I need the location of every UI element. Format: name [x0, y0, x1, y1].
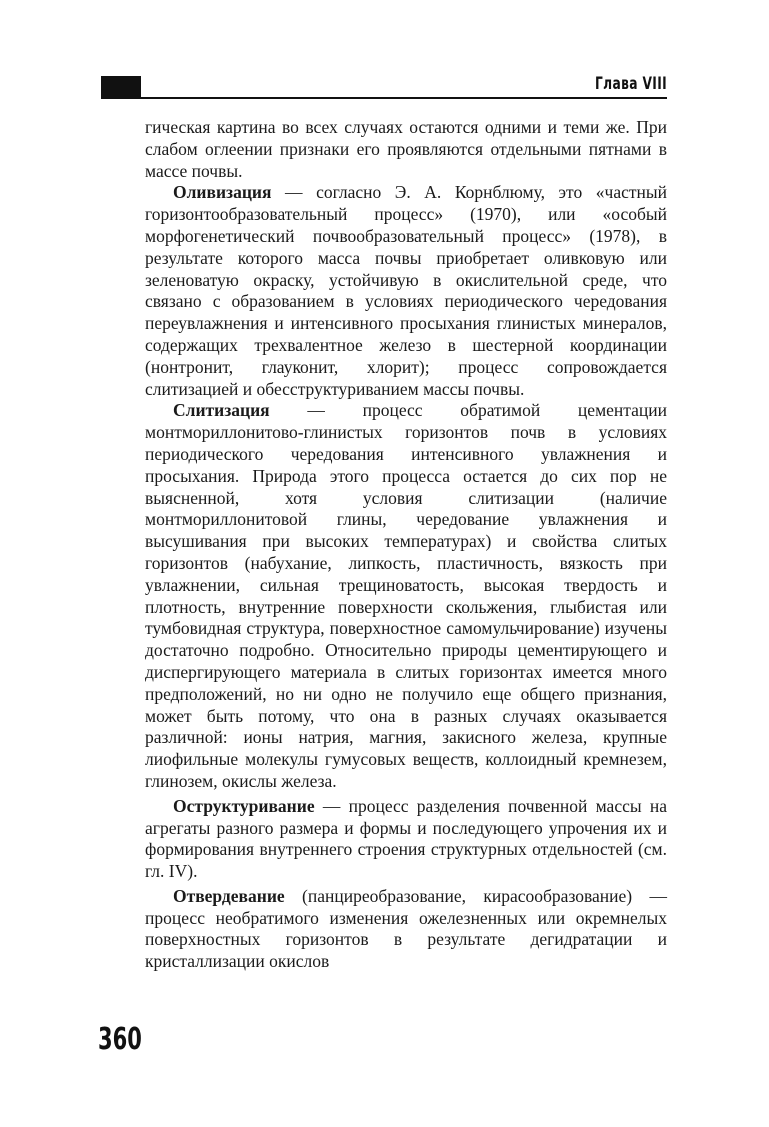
paragraph-hardening [145, 886, 667, 973]
paragraph-text: (панцирeобразование, кирасообразование) — процесс необратимого изменения ожелезненных или окремнелых поверхностных горизонтов в результате дегидратации и кристаллизации окислов [145, 885, 667, 972]
paragraph-structuring [145, 796, 667, 883]
term-slitization: Слитизация [173, 400, 270, 421]
paragraph-text: — процесс обратимой цементации монтмориллонитово-глинистых горизонтов почв в условиях периодического чередования интенсивного увлажнения и просыхания. Природа этого процесса остается до сих пор не выясненной, хотя условия слитизации (наличие монтмориллонитовой глины, чередование увлажнения и высушивания при высоких температурах) и свойства слитых горизонтов (набухание, липкость, пластичность, вязкость при увлажнении, сильная трещиноватость, высокая твердость и плотность, внутренние поверхности скольжения, глыбистая или тумбовидная структура, поверхностное самомульчирование) изучены достаточно подробно. Относительно природы цементирующего и диспергирующего материала в слитых горизонтах имеется много предположений, но ни одно не получило еще общего признания, может быть потому, что она в разных случаях оказывается различной: ионы натрия, магния, закисного железа, крупные лиофильные молекулы гумусовых веществ, коллоидный кремнезем, глинозем, окислы железа. [145, 400, 667, 791]
running-header [101, 73, 667, 99]
paragraph-text: гическая картина во всех случаях остаются одними и теми же. При слабом оглеении признаки его проявляются отдельными пятнами в массе почвы. [145, 117, 667, 181]
chapter-title: Глава VIII [594, 74, 667, 94]
paragraph-olivization [145, 182, 667, 400]
paragraph-slitization [145, 400, 667, 792]
header-black-block [101, 76, 141, 99]
page-number: 360 [98, 1022, 142, 1057]
body-text [145, 117, 667, 973]
term-structuring: Оструктуривание [173, 795, 315, 816]
header-rule [141, 97, 667, 99]
paragraph-continuation [145, 117, 667, 182]
term-olivization: Оливизация [173, 182, 272, 203]
paragraph-text: — согласно Э. А. Корнблюму, это «частный горизонтообразовательный процесс» (1970), или «особый морфогенетический почвообразовательный процесс» (1978), в результате которого масса почвы приобретает оливковую или зеленоватую окраску, устойчивую в окислительной среде, что связано с образованием в условиях периодического чередования переувлажнения и интенсивного просыхания глинистых минералов, содержащих трехвалентное железо в шестерной координации (нонтронит, глауконит, хлорит); процесс сопровождается слитизацией и обесструктуриванием массы почвы. [145, 182, 667, 399]
paragraph-text: — процесс разделения почвенной массы на агрегаты разного размера и формы и последующего упрочения их и формирования внутреннего строения структурных отдельностей (см. гл. IV). [145, 795, 667, 882]
term-hardening: Отвердевание [173, 885, 285, 906]
